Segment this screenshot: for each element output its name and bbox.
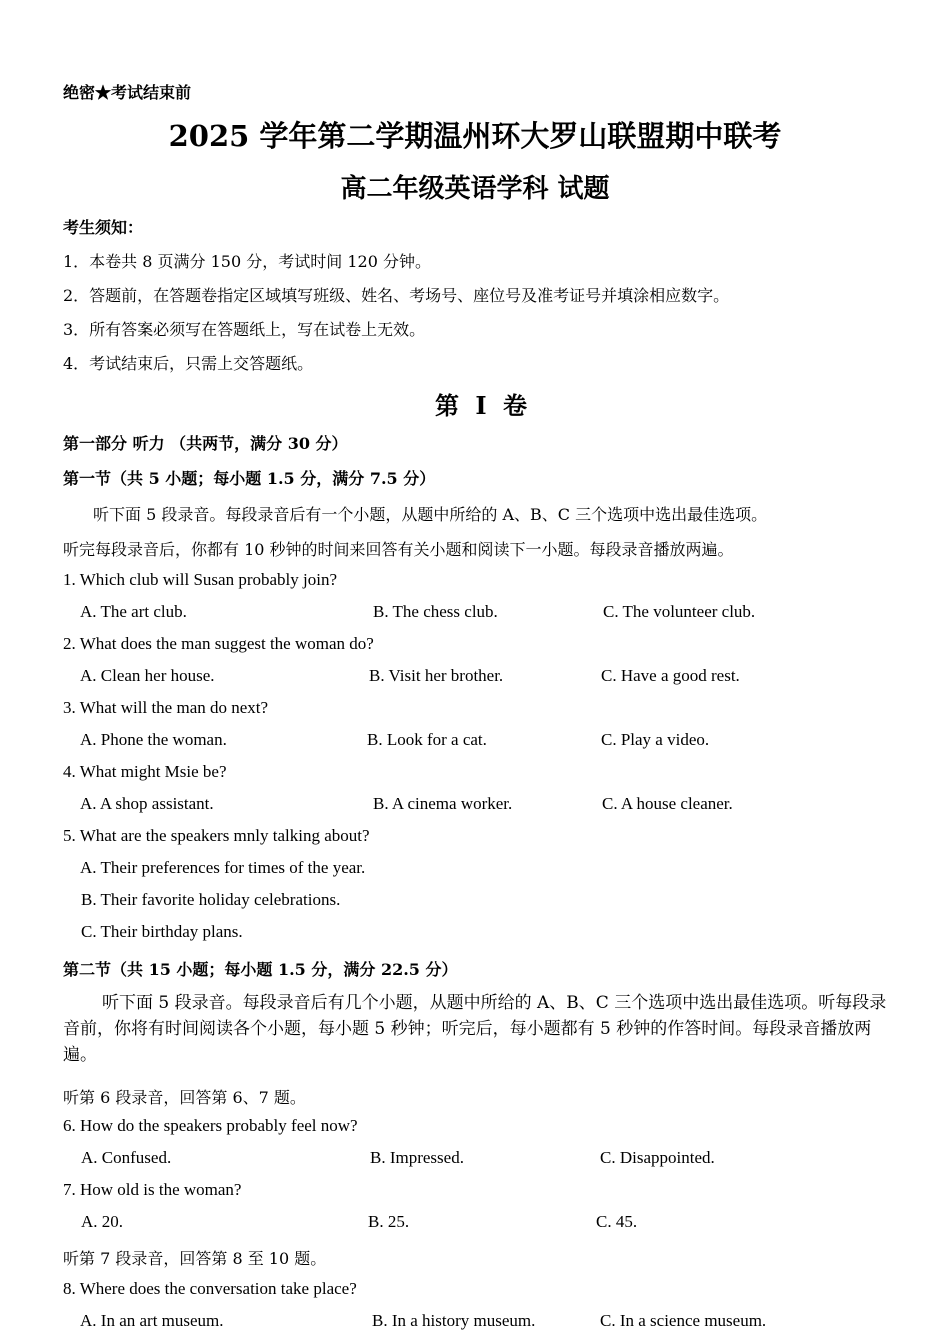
notice-heading: 考生须知：	[63, 218, 144, 237]
option-b: B. Look for a cat.	[367, 730, 487, 749]
option-c: C. A house cleaner.	[602, 794, 733, 813]
question-4: 4. What might Msie be?	[63, 762, 227, 781]
volume-title: 第 I 卷	[435, 391, 531, 420]
option-a: A. Phone the woman.	[80, 730, 227, 749]
section2-instruction: 听下面 5 段录音。每段录音后有几个小题，从题中所给的 A、B、C 三个选项中选出最佳选项。听每段录音前，你将有时间阅读各个小题，每小题 5 秒钟；听完后，每小题都有 5 秒钟的作答时间。每段录音播放两遍。	[63, 993, 887, 1065]
option-c: C. Play a video.	[601, 730, 710, 749]
option-b: B. Their favorite holiday celebrations.	[81, 890, 341, 909]
option-a: A. In an art museum.	[80, 1311, 224, 1330]
section1-instruction: 听下面 5 段录音。每段录音后有一个小题，从题中所给的 A、B、C 三个选项中选出最佳选项。	[93, 505, 768, 524]
option-a: A. A shop assistant.	[80, 794, 214, 813]
option-c: C. The volunteer club.	[603, 602, 756, 621]
option-a: A. The art club.	[80, 602, 187, 621]
section2-heading: 第二节（共 15 小题；每小题 1.5 分，满分 22.5 分）	[63, 960, 458, 979]
segment-label: 听第 7 段录音，回答第 8 至 10 题。	[63, 1249, 327, 1268]
option-b: B. Impressed.	[370, 1148, 464, 1167]
option-b: B. Visit her brother.	[369, 666, 504, 685]
option-a: A. Confused.	[81, 1148, 172, 1167]
option-c: C. Disappointed.	[600, 1148, 715, 1167]
question-2: 2. What does the man suggest the woman do?	[63, 634, 374, 653]
part1-heading: 第一部分 听力 （共两节，满分 30 分）	[63, 434, 348, 453]
exam-title: 2025 学年第二学期温州环大罗山联盟期中联考	[168, 119, 782, 153]
exam-subtitle: 高二年级英语学科 试题	[340, 174, 610, 204]
option-c: C. Their birthday plans.	[81, 922, 243, 941]
option-a: A. Clean her house.	[80, 666, 215, 685]
option-b: B. 25.	[368, 1212, 410, 1231]
notice-item: 2．答题前，在答题卷指定区域填写班级、姓名、考场号、座位号及准考证号并填涂相应数字。	[63, 286, 730, 305]
notice-item: 3．所有答案必须写在答题纸上，写在试卷上无效。	[63, 320, 426, 339]
option-b: B. In a history museum.	[372, 1311, 536, 1330]
section1-heading: 第一节（共 5 小题；每小题 1.5 分，满分 7.5 分）	[63, 469, 436, 488]
question-3: 3. What will the man do next?	[63, 698, 269, 717]
option-a: A. 20.	[81, 1212, 124, 1231]
question-5: 5. What are the speakers mnly talking about?	[63, 826, 370, 845]
option-a: A. Their preferences for times of the year.	[80, 858, 366, 877]
section1-instruction: 听完每段录音后，你都有 10 秒钟的时间来回答有关小题和阅读下一小题。每段录音播放两遍。	[63, 540, 734, 559]
option-c: C. In a science museum.	[600, 1311, 767, 1330]
question-6: 6. How do the speakers probably feel now?	[63, 1116, 358, 1135]
confidential-label: 绝密★考试结束前	[63, 83, 192, 102]
option-b: B. The chess club.	[373, 602, 498, 621]
option-c: C. Have a good rest.	[601, 666, 740, 685]
option-b: B. A cinema worker.	[373, 794, 513, 813]
question-1: 1. Which club will Susan probably join?	[63, 570, 338, 589]
segment-label: 听第 6 段录音，回答第 6、7 题。	[63, 1088, 306, 1107]
question-8: 8. Where does the conversation take place?	[63, 1279, 357, 1298]
option-c: C. 45.	[596, 1212, 638, 1231]
question-7: 7. How old is the woman?	[63, 1180, 242, 1199]
notice-item: 4．考试结束后，只需上交答题纸。	[63, 354, 314, 373]
notice-item: 1．本卷共 8 页满分 150 分，考试时间 120 分钟。	[63, 252, 431, 271]
